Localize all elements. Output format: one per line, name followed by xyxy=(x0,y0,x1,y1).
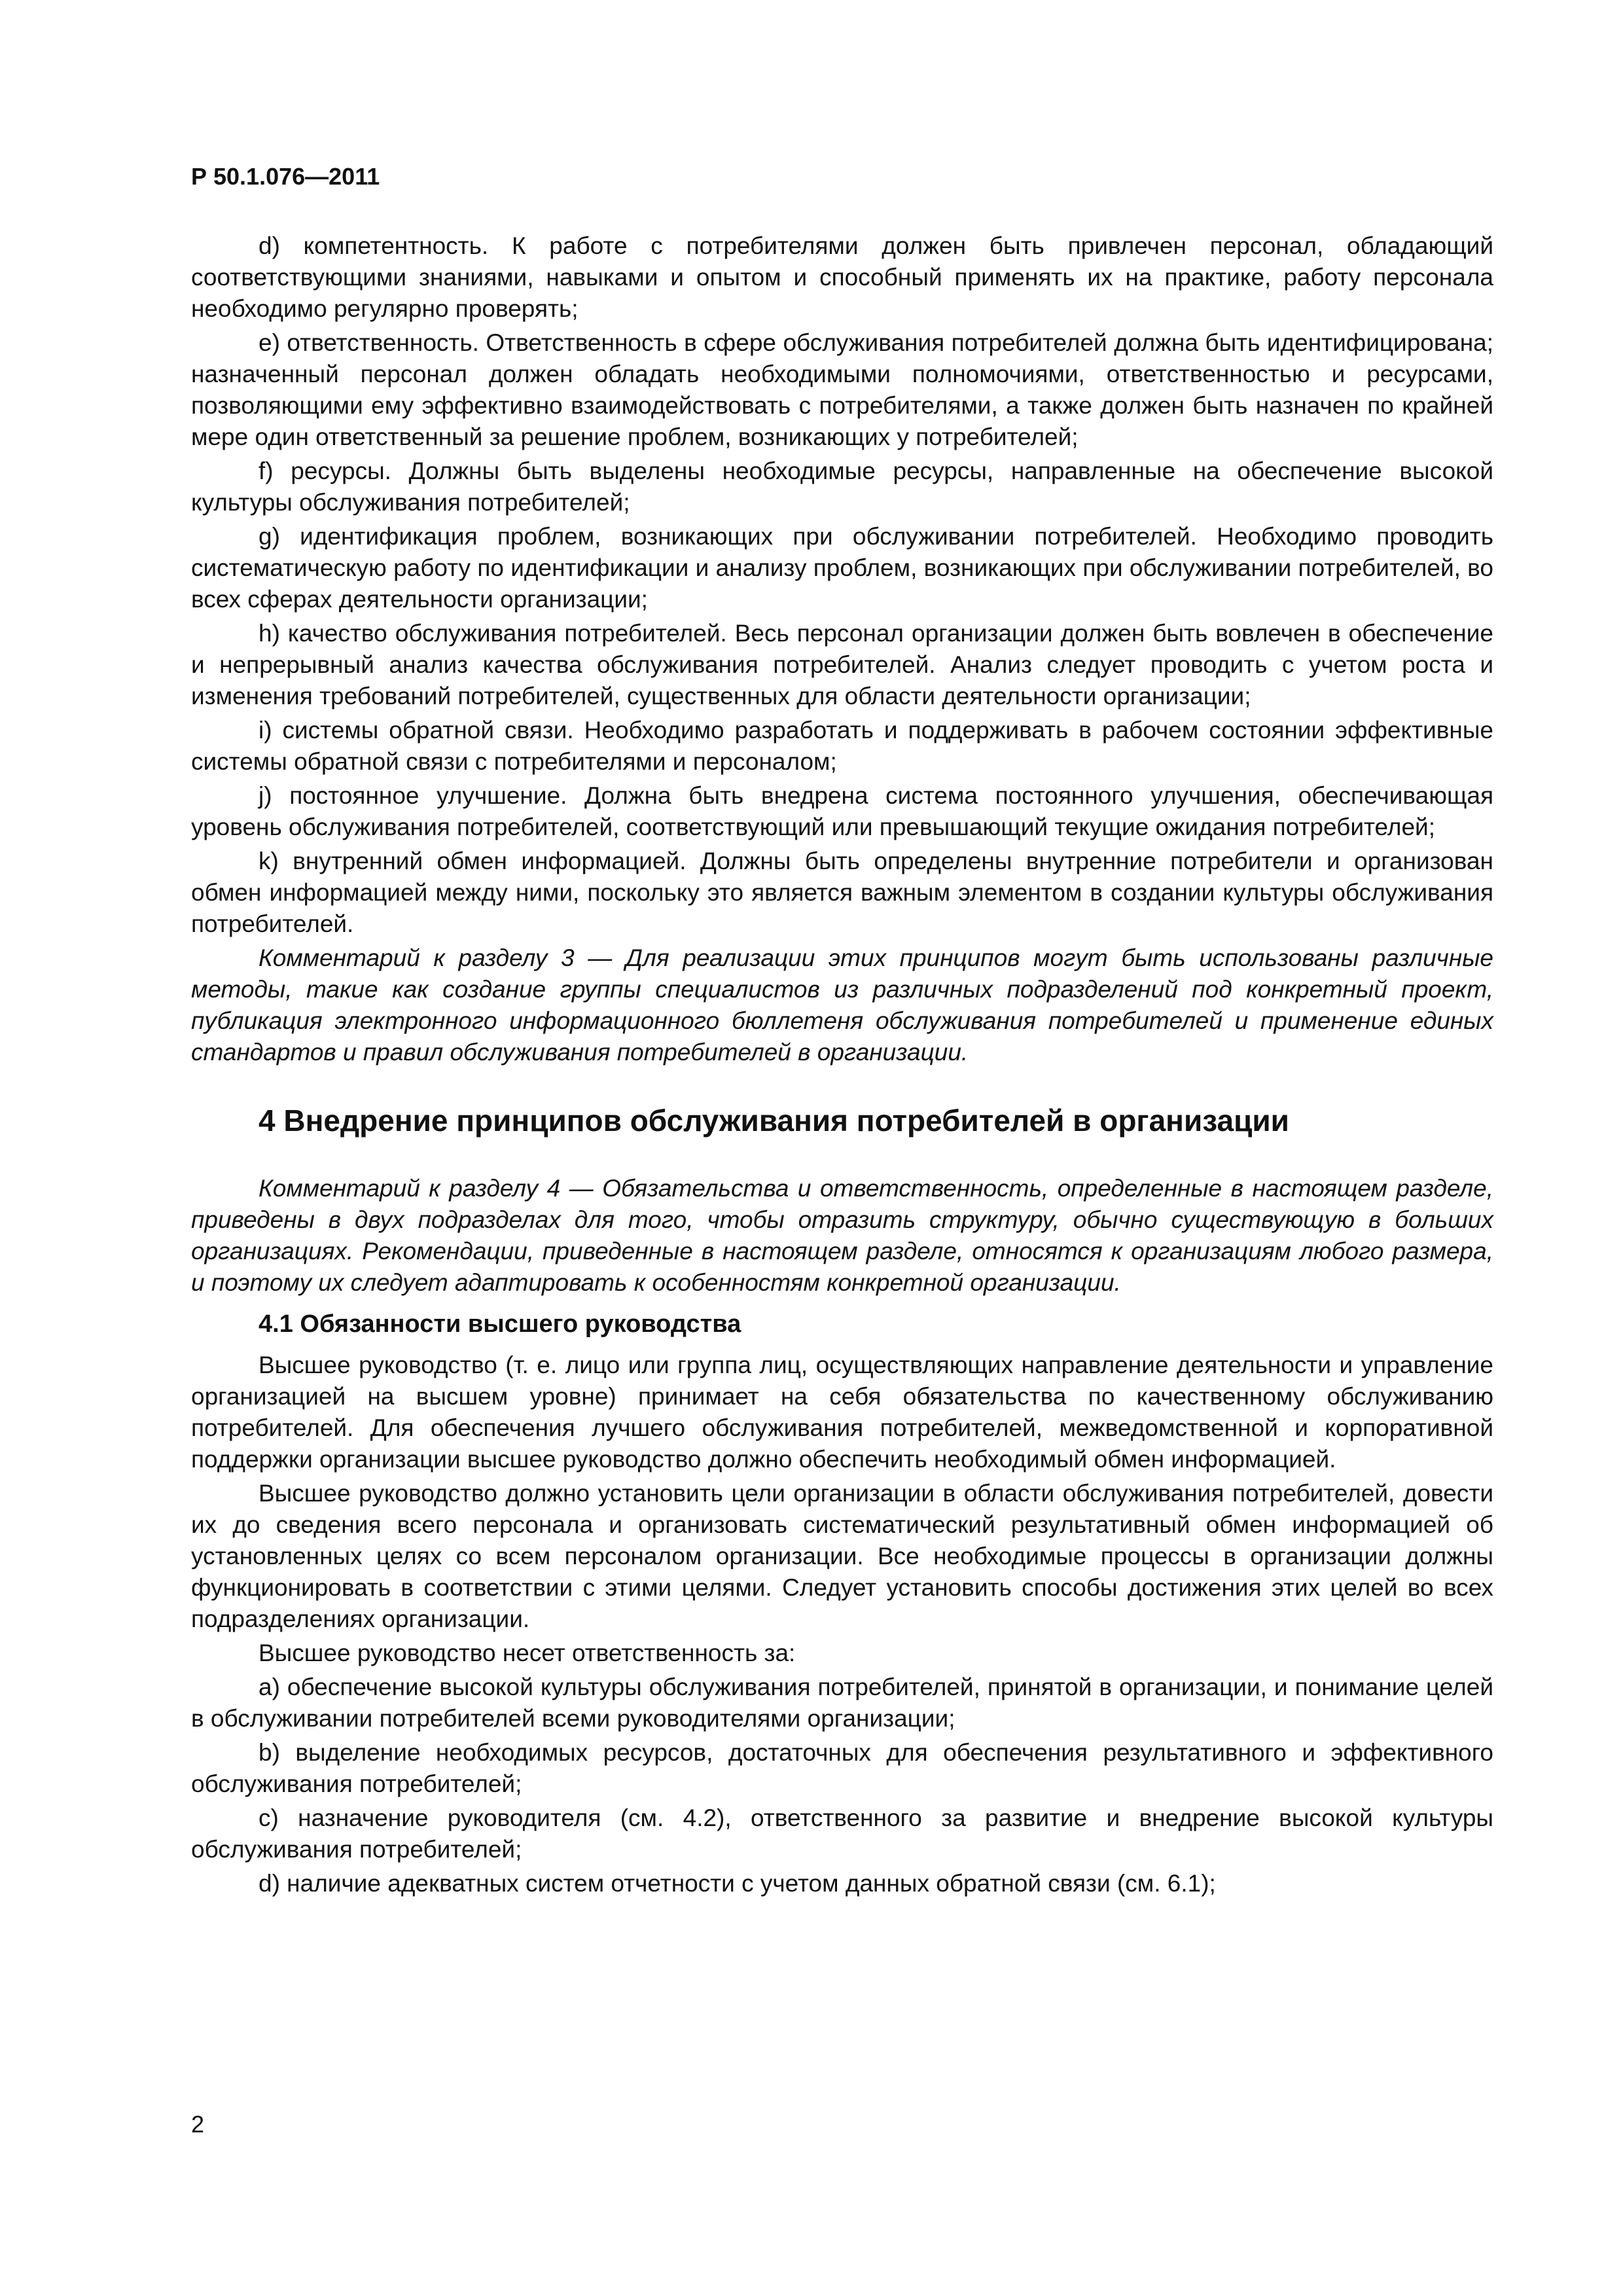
list-item-c-manager-appointment: с) назначение руководителя (см. 4.2), ответственного за развитие и внедрение высокой культуры обслуживания потребителей; xyxy=(191,1804,1493,1863)
paragraph-top-management-1: Высшее руководство (т. е. лицо или группа лиц, осуществляющих направление деятельности и управление организацией на высшем уровне) принимает на себя обязательства по качественному обслуживанию потребителей. Для обеспечения лучшего обслуживания потребителей, межведомственной и корпоративной поддержки организации высшее руководство должно обеспечить необходимый обмен информацией. xyxy=(191,1352,1493,1473)
list-item-d-reporting-systems: d) наличие адекватных систем отчетности с учетом данных обратной связи (см. 6.1); xyxy=(259,1870,1216,1897)
comment-section-3: Комментарий к разделу 3 — Для реализации этих принципов могут быть использованы различные методы, такие как создание группы специалистов из различных подразделений под конкретный проект, публикация электронного информационного бюллетеня обслуживания потребителей и применение единых стандартов и правил обслуживания потребителей в организации. xyxy=(191,944,1493,1066)
list-item-f-resources: f) ресурсы. Должны быть выделены необходимые ресурсы, направленные на обеспечение высокой культуры обслуживания потребителей; xyxy=(191,457,1493,516)
list-item-i-feedback-systems: i) системы обратной связи. Необходимо разработать и поддерживать в рабочем состоянии эффективные системы обратной связи с потребителями и персоналом; xyxy=(191,717,1493,775)
paragraph-top-management-3: Высшее руководство несет ответственность за: xyxy=(259,1640,796,1666)
list-item-e-responsibility: е) ответственность. Ответственность в сфере обслуживания потребителей должна быть идентифицирована; назначенный персонал должен обладать необходимыми полномочиями, ответственностью и ресурсами, позволяющими ему эффективно взаимодействовать с потребителями, а также должен быть назначен по крайней мере один ответственный за решение проблем, возникающих у потребителей; xyxy=(191,329,1493,450)
document-body xyxy=(191,230,1493,1902)
list-item-g-problem-identification: g) идентификация проблем, возникающих при обслуживании потребителей. Необходимо проводить систематическую работу по идентификации и анализу проблем, возникающих при обслуживании потребителей, во всех сферах деятельности организации; xyxy=(191,523,1493,613)
list-item-b-resources: b) выделение необходимых ресурсов, достаточных для обеспечения результативного и эффективного обслуживания потребителей; xyxy=(191,1739,1493,1797)
list-item-a-service-culture: а) обеспечение высокой культуры обслуживания потребителей, принятой в организации, и понимание целей в обслуживании потребителей всеми руководителями организации; xyxy=(191,1674,1493,1732)
comment-section-4: Комментарий к разделу 4 — Обязательства и ответственность, определенные в настоящем разделе, приведены в двух подразделах для того, чтобы отразить структуру, обычно существующую в больших организациях. Рекомендации, приведенные в настоящем разделе, относятся к организациям любого размера, и поэтому их следует адаптировать к особенностям конкретной организации. xyxy=(191,1175,1493,1296)
list-item-k-internal-communication: k) внутренний обмен информацией. Должны быть определены внутренние потребители и организован обмен информацией между ними, поскольку это является важным элементом в создании культуры обслуживания потребителей. xyxy=(191,848,1493,937)
page-number: 2 xyxy=(191,2111,205,2138)
document-code: Р 50.1.076—2011 xyxy=(191,163,380,190)
subsection-4-1-title: 4.1 Обязанности высшего руководства xyxy=(259,1310,741,1338)
section-4-title: 4 Внедрение принципов обслуживания потребителей в организации xyxy=(259,1103,1289,1138)
list-item-d-competence: d) компетентность. К работе с потребителями должен быть привлечен персонал, обладающий соответствующими знаниями, навыками и опытом и способный применять их на практике, работу персонала необходимо регулярно проверять; xyxy=(191,232,1493,322)
paragraph-top-management-2: Высшее руководство должно установить цели организации в области обслуживания потребителей, довести их до сведения всего персонала и организовать систематический результативный обмен информацией об установленных целях со всем персоналом организации. Все необходимые процессы в организации должны функционировать в соответствии с этими целями. Следует установить способы достижения этих целей во всех подразделениях организации. xyxy=(191,1480,1493,1632)
list-item-j-continuous-improvement: j) постоянное улучшение. Должна быть внедрена система постоянного улучшения, обеспечивающая уровень обслуживания потребителей, соответствующий или превышающий текущие ожидания потребителей; xyxy=(191,782,1493,840)
list-item-h-service-quality: h) качество обслуживания потребителей. Весь персонал организации должен быть вовлечен в обеспечение и непрерывный анализ качества обслуживания потребителей. Анализ следует проводить с учетом роста и изменения требований потребителей, существенных для области деятельности организации; xyxy=(191,620,1493,709)
